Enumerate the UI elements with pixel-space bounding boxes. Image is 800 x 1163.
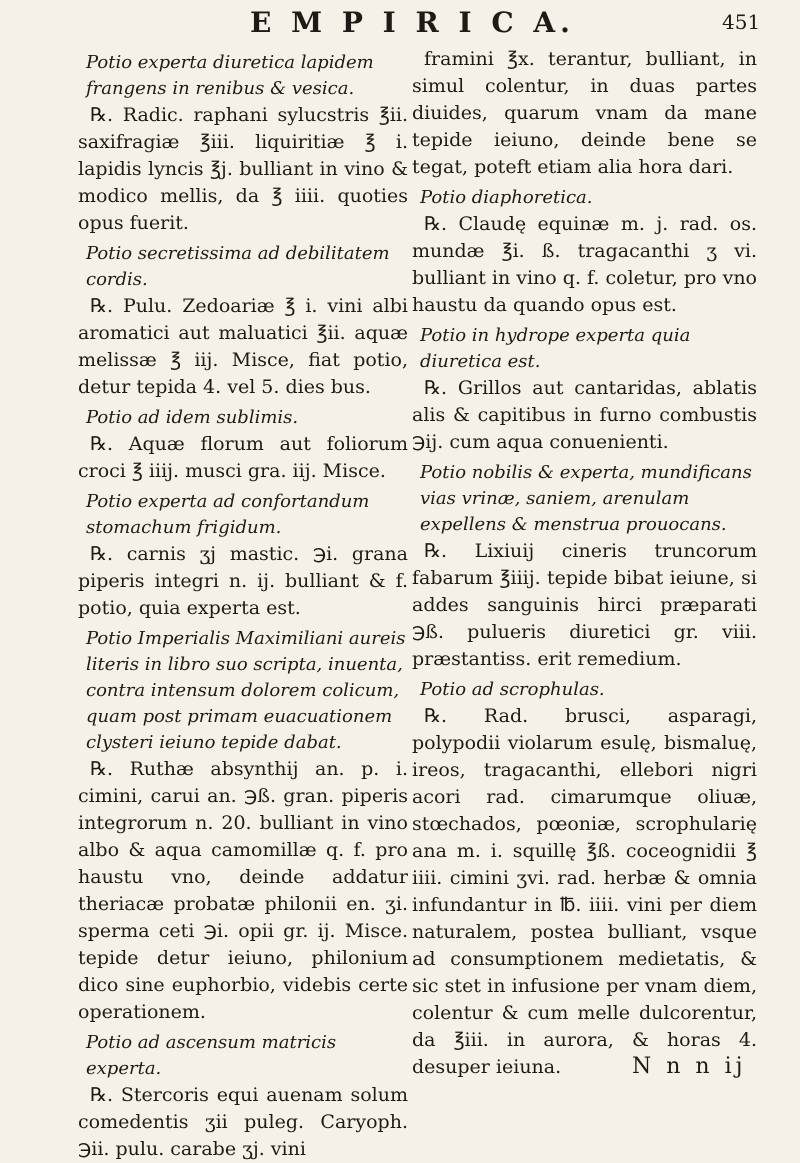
recipe-heading: Potio nobilis & experta, mundificans vias vrinæ, saniem, arenulam expellens & menstrua prouocans.: [420, 462, 752, 535]
page-number: 451: [722, 10, 761, 34]
recipe-heading: Potio ad ascensum matricis experta.: [86, 1032, 337, 1079]
recipe-paragraph: ℞. Ruthæ absynthij an. p. i. cimini, carui an. ℈ß. gran. piperis integrorum n. 20. bulliant in vino albo & aqua camomillæ q. f. pro haustu vno, deinde addatur theriacæ probatæ philonii en. ʒi. sperma ceti ℈i. opii gr. ij. Misce. tepide detur ieiuno, philonium dico sine euphorbio, videbis certe operationem.: [78, 758, 408, 1023]
recipe-paragraph: ℞. Claudę equinæ m. j. rad. os. mundæ ℥i. ß. tragacanthi ʒ vi. bulliant in vino q. f. coletur, pro vno haustu da quando opus est.: [412, 213, 757, 316]
recipe-paragraph: ℞. carnis ʒj mastic. ℈i. grana piperis integri n. ij. bulliant & f. potio, quia experta est.: [78, 543, 408, 619]
recipe-paragraph: framini ℥x. terantur, bulliant, in simul colentur, in duas partes diuides, quarum vnam da mane tepide ieiuno, deinde bene se tegat, poteft etiam alia hora dari.: [412, 48, 757, 178]
recipe-heading: Potio diaphoretica.: [420, 187, 593, 208]
recipe-paragraph: ℞. Grillos aut cantaridas, ablatis alis & capitibus in furno combustis ℈ij. cum aqua conuenienti.: [412, 377, 757, 453]
recipe-paragraph: ℞. Rad. brusci, asparagi, polypodii violarum esulę, bismaluę, ireos, tragacanthi, ellebori nigri acori rad. cimarumque oliuæ, stœchados, pœoniæ, scrophularię ana m. i. squillę ℥ß. coceognidii ℥ iiii. cimini ʒvi. rad. herbæ & omnia infundantur in ℔. iiii. vini per diem naturalem, postea bulliant, vsque ad consumptionem medietatis, & sic stet in infusione per vnam diem, colentur & cum melle dulcorentur, da ℥iii. in aurora, & horas 4. desuper ieiuna.: [412, 705, 757, 1078]
recipe-paragraph: ℞. Aquæ florum aut foliorum croci ℥ iiij. musci gra. iij. Misce.: [78, 433, 408, 482]
recipe-heading: Potio experta diuretica lapidem frangens in renibus & vesica.: [86, 52, 374, 99]
recipe-heading: Potio ad scrophulas.: [420, 679, 605, 700]
running-head: E M P I R I C A.: [250, 6, 575, 39]
recipe-paragraph: ℞. Pulu. Zedoariæ ℥ i. vini albi aromatici aut maluatici ℥ii. aquæ melissæ ℥ iij. Misce, fiat potio, detur tepida 4. vel 5. dies bus.: [78, 295, 408, 398]
recipe-heading: Potio ad idem sublimis.: [86, 407, 299, 428]
recipe-heading: Potio experta ad confortandum stomachum frigidum.: [86, 491, 370, 538]
recipe-heading: Potio Imperialis Maximiliani aureis literis in libro suo scripta, inuenta, contra intensum dolorem colicum, quam post primam euacuationem clysteri ieiuno tepide dabat.: [86, 628, 406, 753]
recipe-paragraph: ℞. Stercoris equi auenam solum comedentis ʒii puleg. Caryoph. ℈ii. pulu. carabe ʒj. vini: [78, 1084, 408, 1160]
page-header: [0, 6, 800, 46]
recipe-heading: Potio secretissima ad debilitatem cordis.: [86, 243, 390, 290]
recipe-heading: Potio in hydrope experta quia diuretica est.: [420, 325, 691, 372]
recipe-paragraph: ℞. Lixiuij cineris truncorum fabarum ℥iiij. tepide bibat ieiune, si addes sanguinis hirci præparati ℈ß. pulueris diuretici gr. viii. præstantiss. erit remedium.: [412, 540, 757, 670]
left-column: [78, 46, 408, 1163]
catchword: N n n ij: [632, 1054, 747, 1079]
right-column: [412, 46, 757, 1081]
recipe-paragraph: ℞. Radic. raphani sylucstris ℥ii. saxifragiæ ℥iii. liquiritiæ ℥ i. lapidis lyncis ℥j. bulliant in vino & modico mellis, da ℥ iiii. quoties opus fuerit.: [78, 104, 408, 234]
